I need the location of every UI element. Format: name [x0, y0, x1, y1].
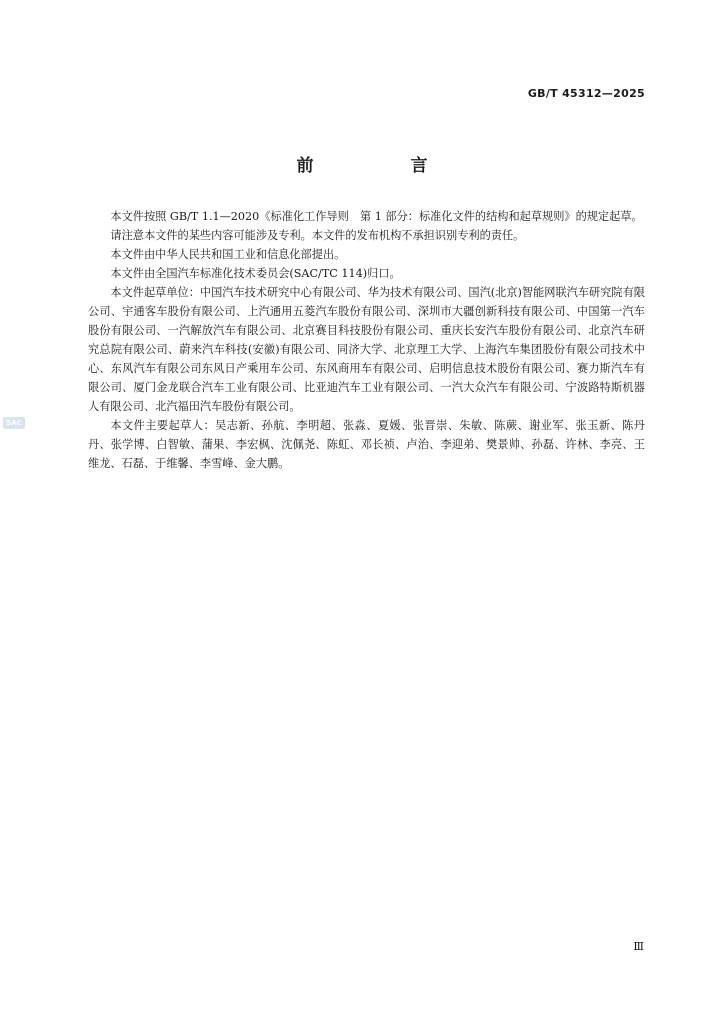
page-number: Ⅲ	[633, 940, 644, 953]
paragraph-drafting-rules: 本文件按照 GB/T 1.1—2020《标准化工作导则 第 1 部分：标准化文件的结构和起草规则》的规定起草。	[110, 210, 643, 223]
page-title: 前 言	[296, 156, 468, 176]
paragraph-drafting-organizations: 本文件起草单位：中国汽车技术研究中心有限公司、华为技术有限公司、国汽(北京)智能网联汽车研究院有限公司、宇通客车股份有限公司、上汽通用五菱汽车股份有限公司、深圳市大疆创新科技有限公司、中国第一汽车股份有限公司、一汽解放汽车有限公司、北京赛目科技股份有限公司、重庆长安汽车股份有限公司、北京汽车研究总院有限公司、蔚来汽车科技(安徽)有限公司、同济大学、北京理工大学、上海汽车集团股份有限公司技术中心、东风汽车有限公司东风日产乘用车公司、东风商用车有限公司、启明信息技术股份有限公司、赛力斯汽车有限公司、厦门金龙联合汽车工业有限公司、比亚迪汽车工业有限公司、一汽大众汽车有限公司、宁波路特斯机器人有限公司、北汽福田汽车股份有限公司。	[88, 286, 645, 413]
paragraph-patent-notice: 请注意本文件的某些内容可能涉及专利。本文件的发布机构不承担识别专利的责任。	[110, 229, 525, 242]
paragraph-drafters: 本文件主要起草人：吴志新、孙航、李明超、张淼、夏媛、张晋崇、朱敏、陈蕨、谢业军、张玉新、陈丹丹、张学博、白智敏、蒲果、李宏枫、沈佩尧、陈虹、邓长祯、卢治、李迎弟、樊景帅、孙磊、许林、李亮、王维龙、石磊、于维馨、李雪峰、金大鹏。	[88, 419, 645, 470]
paragraph-technical-committee: 本文件由全国汽车标准化技术委员会(SAC/TC 114)归口。	[110, 267, 401, 280]
sac-watermark-logo: SAC	[3, 417, 25, 429]
foreword-body	[88, 207, 645, 473]
paragraph-proposer: 本文件由中华人民共和国工业和信息化部提出。	[110, 248, 346, 261]
standard-number: GB/T 45312—2025	[527, 87, 645, 100]
